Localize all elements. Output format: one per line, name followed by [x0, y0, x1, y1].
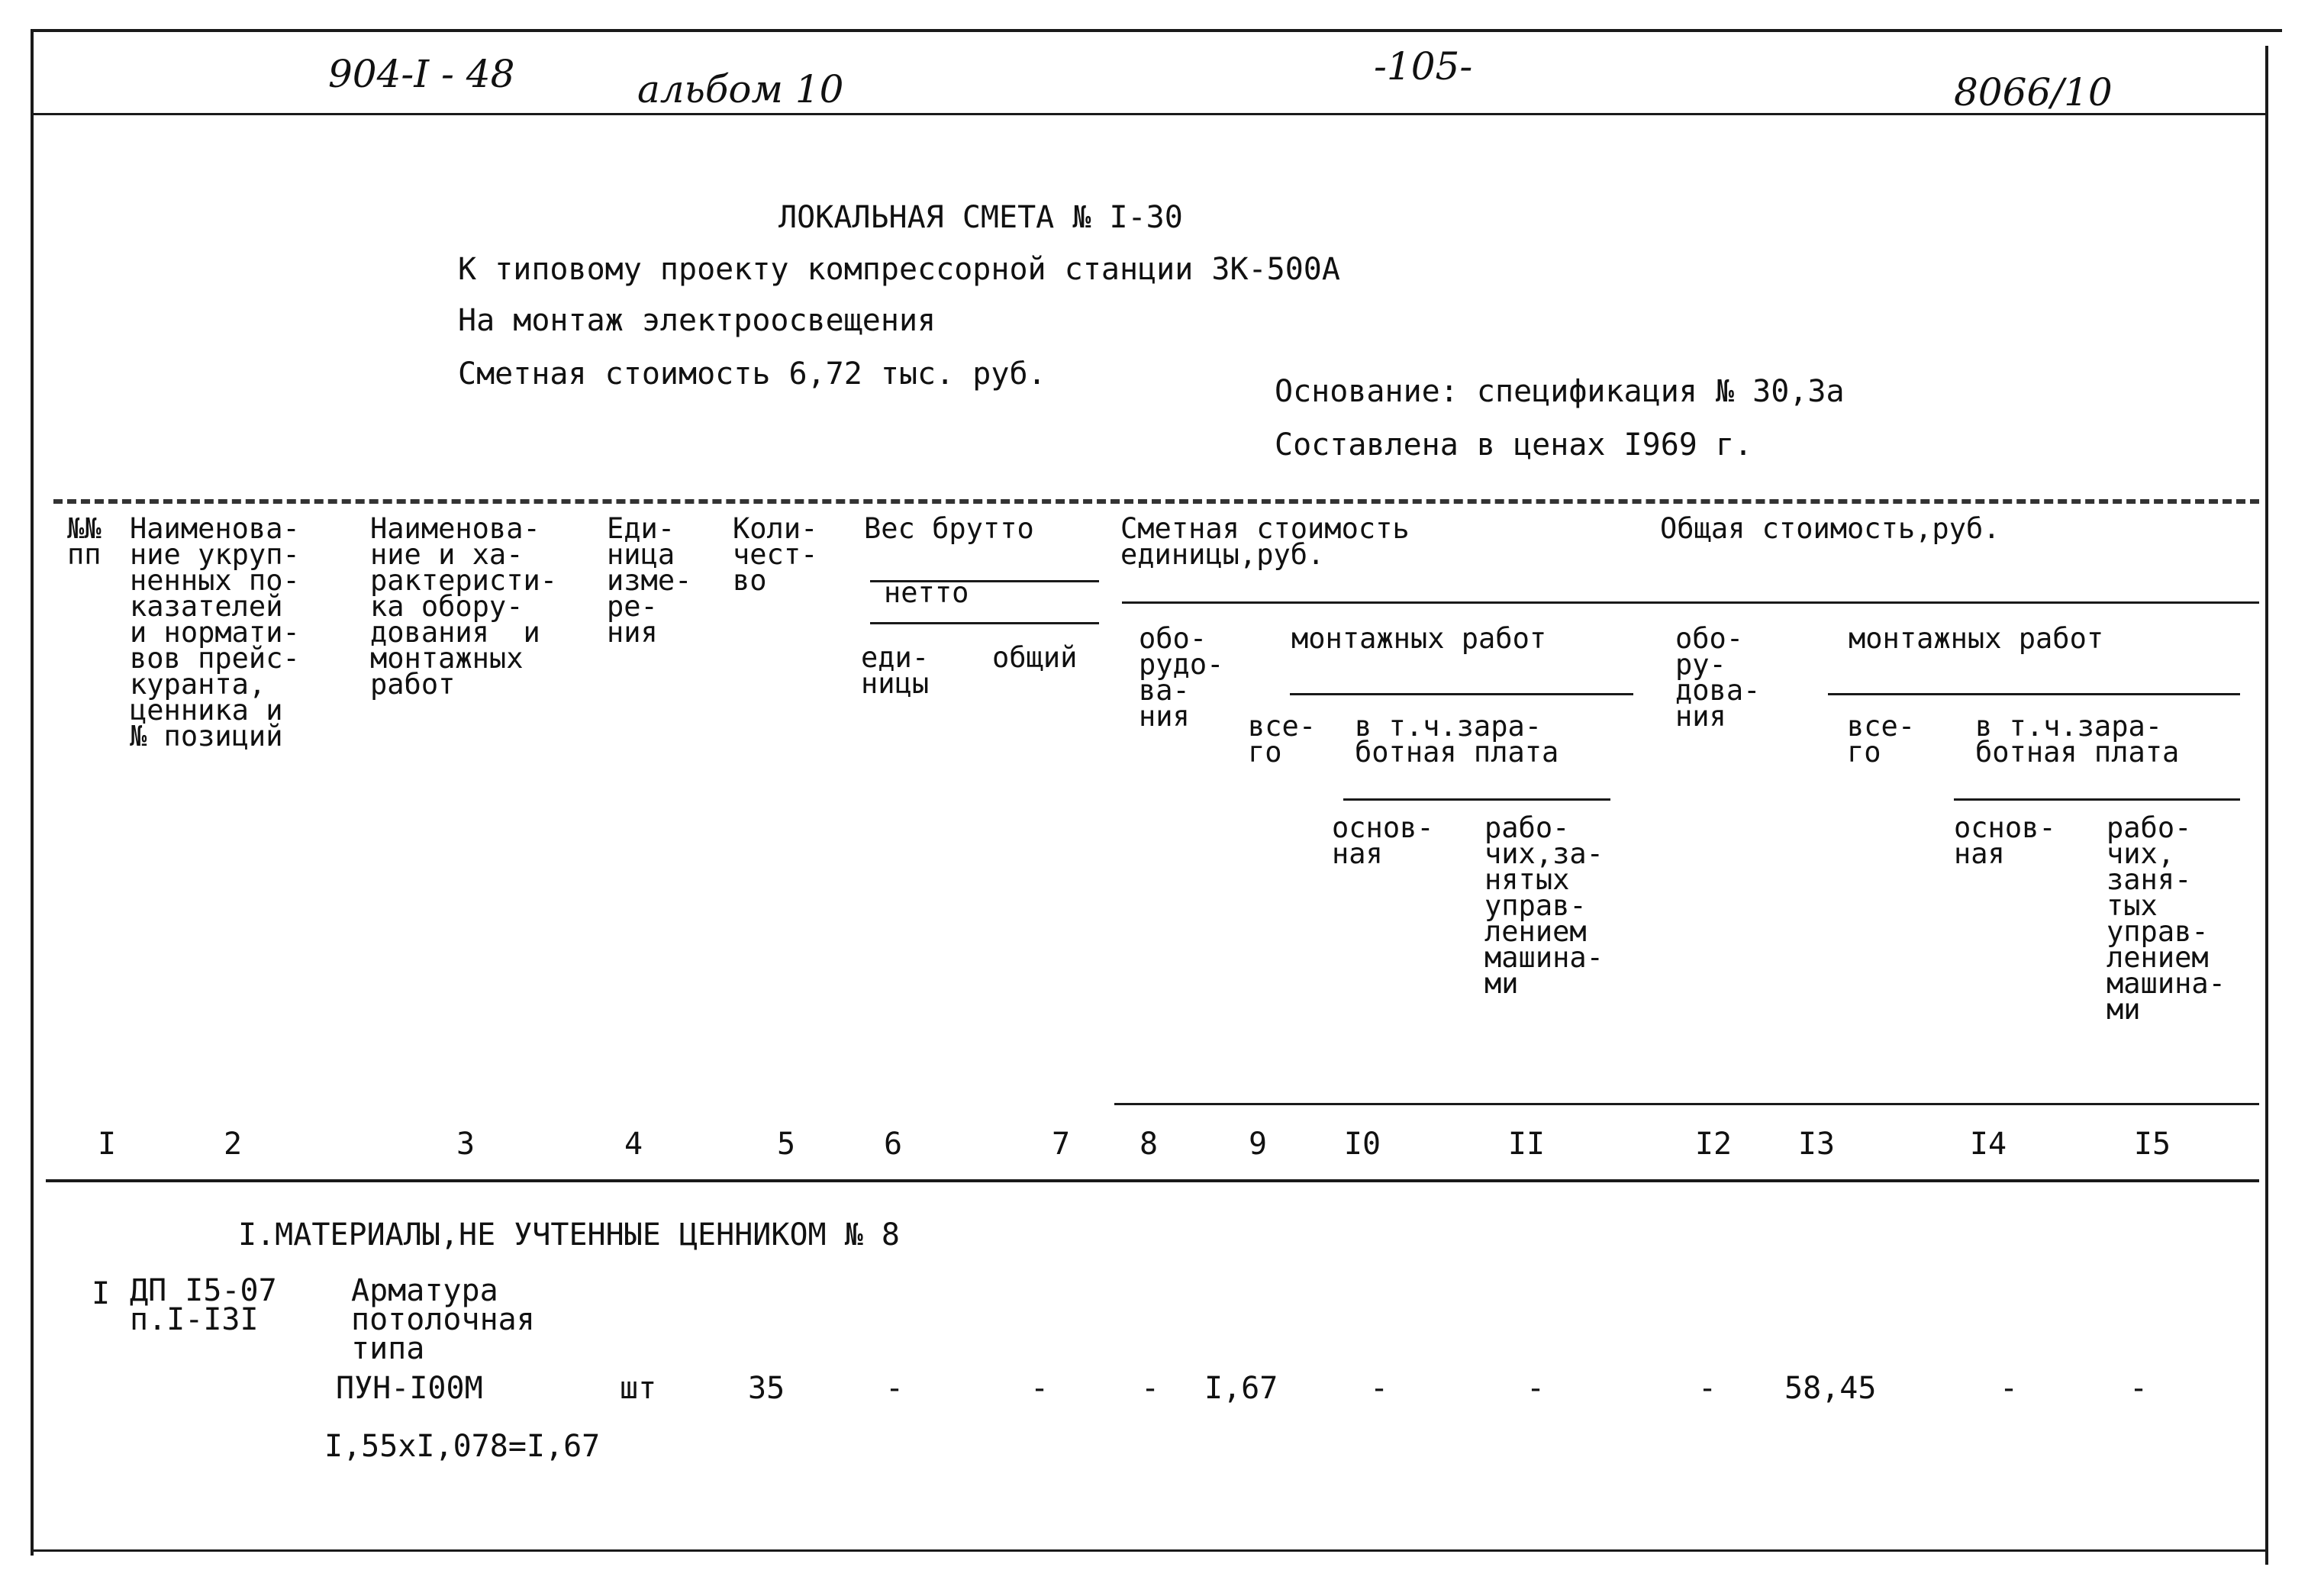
header-equipment-unit: обо- рудо- ва- ния — [1139, 622, 1224, 733]
section-title: I.МАТЕРИАЛЫ,НЕ УЧТЕННЫЕ ЦЕННИКОМ № 8 — [238, 1217, 900, 1253]
col-number-11: II — [1507, 1127, 1546, 1162]
document-number: 8066/10 — [1954, 70, 2113, 114]
header-workers-total: рабо- чих, заня- тых управ- лением машина- ми — [2107, 811, 2226, 1026]
header-weight-total: общий — [992, 641, 1078, 674]
col-number-4: 4 — [624, 1127, 643, 1162]
row-number: I — [92, 1276, 111, 1311]
header-incl-total: в т.ч.зара- ботная плата — [1975, 710, 2180, 769]
header-top-dashed-line — [53, 499, 2259, 504]
header-total-group: Общая стоимость,руб. — [1660, 512, 2000, 545]
row-col13: 58,45 — [1784, 1371, 1877, 1406]
row-col11: - — [1526, 1371, 1546, 1406]
top-divider — [31, 113, 2267, 115]
header-all-unit: все- го — [1248, 710, 1317, 769]
album-label: альбом 10 — [637, 67, 844, 111]
header-equipment-total: обо- ру- дова- ния — [1675, 622, 1761, 733]
col-number-6: 6 — [883, 1127, 903, 1162]
header-col4: Еди- ница изме- ре- ния — [607, 512, 692, 649]
header-basic-unit: основ- ная — [1332, 811, 1434, 870]
col-numbers-underline — [46, 1179, 2259, 1182]
bottom-border — [31, 1549, 2267, 1552]
row-unit: шт — [620, 1371, 657, 1406]
col-number-13: I3 — [1797, 1127, 1836, 1162]
col-number-12: I2 — [1694, 1127, 1733, 1162]
header-netto: нетто — [884, 576, 969, 609]
row-col9: I,67 — [1204, 1371, 1278, 1406]
row-name: Арматура потолочная типа — [351, 1273, 535, 1366]
header-col2: Наименова- ние укруп- ненных по- казателей и нормати- вов прейс- куранта, ценника и № позиций — [130, 512, 300, 753]
header-col3: Наименова- ние и ха- рактеристи- ка обору- дования и монтажных работ — [370, 512, 558, 701]
header-estimate-group: Сметная стоимость единицы,руб. — [1120, 512, 1410, 571]
header-basic-total: основ- ная — [1954, 811, 2056, 870]
col-number-5: 5 — [776, 1127, 796, 1162]
page-number: -105- — [1374, 44, 1473, 89]
row-col14: - — [2000, 1371, 2019, 1406]
row-code: ДП I5-07 п.I-I3I — [130, 1273, 277, 1337]
col-number-3: 3 — [456, 1127, 475, 1162]
row-col12: - — [1698, 1371, 1717, 1406]
header-workers-unit: рабо- чих,за- нятых управ- лением машина- ми — [1484, 811, 1604, 1000]
row-weight-unit: - — [885, 1371, 904, 1406]
header-col5: Коли- чест- во — [733, 512, 818, 597]
prices-line: Составлена в ценах I969 г. — [1275, 427, 1753, 463]
col-number-1: I — [97, 1127, 117, 1162]
header-all-total: все- го — [1847, 710, 1916, 769]
right-border — [2265, 46, 2268, 1565]
col-number-9: 9 — [1248, 1127, 1268, 1162]
col-number-14: I4 — [1969, 1127, 2007, 1162]
header-mount-total: монтажных работ — [1849, 622, 2104, 655]
group-underline — [1122, 601, 2259, 604]
mount-underline-1 — [1290, 693, 1633, 695]
row-col15: - — [2129, 1371, 2148, 1406]
row-col10: - — [1370, 1371, 1389, 1406]
row-model: ПУН-I00М — [336, 1371, 483, 1406]
top-border — [31, 29, 2282, 32]
project-line: К типовому проекту компрессорной станции ЗК-500А — [458, 252, 1340, 287]
cost-line: Сметная стоимость 6,72 тыс. руб. — [458, 356, 1046, 392]
estimate-heading: ЛОКАЛЬНАЯ СМЕТА № I-30 — [778, 200, 1183, 235]
header-weight: Вес брутто — [864, 512, 1034, 545]
basis-line: Основание: спецификация № 30,За — [1275, 374, 1845, 409]
header-incl-unit: в т.ч.зара- ботная плата — [1355, 710, 1559, 769]
row-col8: - — [1141, 1371, 1160, 1406]
header-weight-unit: еди- ницы — [861, 641, 930, 700]
incl-underline-1 — [1343, 798, 1610, 801]
col-number-8: 8 — [1139, 1127, 1159, 1162]
row-weight-total: - — [1030, 1371, 1049, 1406]
header-mount-unit: монтажных работ — [1291, 622, 1547, 655]
row-quantity: 35 — [748, 1371, 785, 1406]
weight-formula: I,55xI,078=I,67 — [324, 1429, 601, 1464]
col-number-10: I0 — [1343, 1127, 1381, 1162]
incl-underline-2 — [1954, 798, 2240, 801]
col-number-15: I5 — [2133, 1127, 2171, 1162]
header-bottom-line — [1114, 1103, 2259, 1105]
left-border — [31, 29, 34, 1556]
weight-underline — [870, 622, 1099, 624]
col-number-2: 2 — [223, 1127, 243, 1162]
header-col1: №№ пп — [67, 512, 102, 571]
project-code: 904-I - 48 — [328, 52, 515, 96]
work-line: На монтаж электроосвещения — [458, 303, 936, 338]
col-number-7: 7 — [1051, 1127, 1071, 1162]
mount-underline-2 — [1828, 693, 2240, 695]
